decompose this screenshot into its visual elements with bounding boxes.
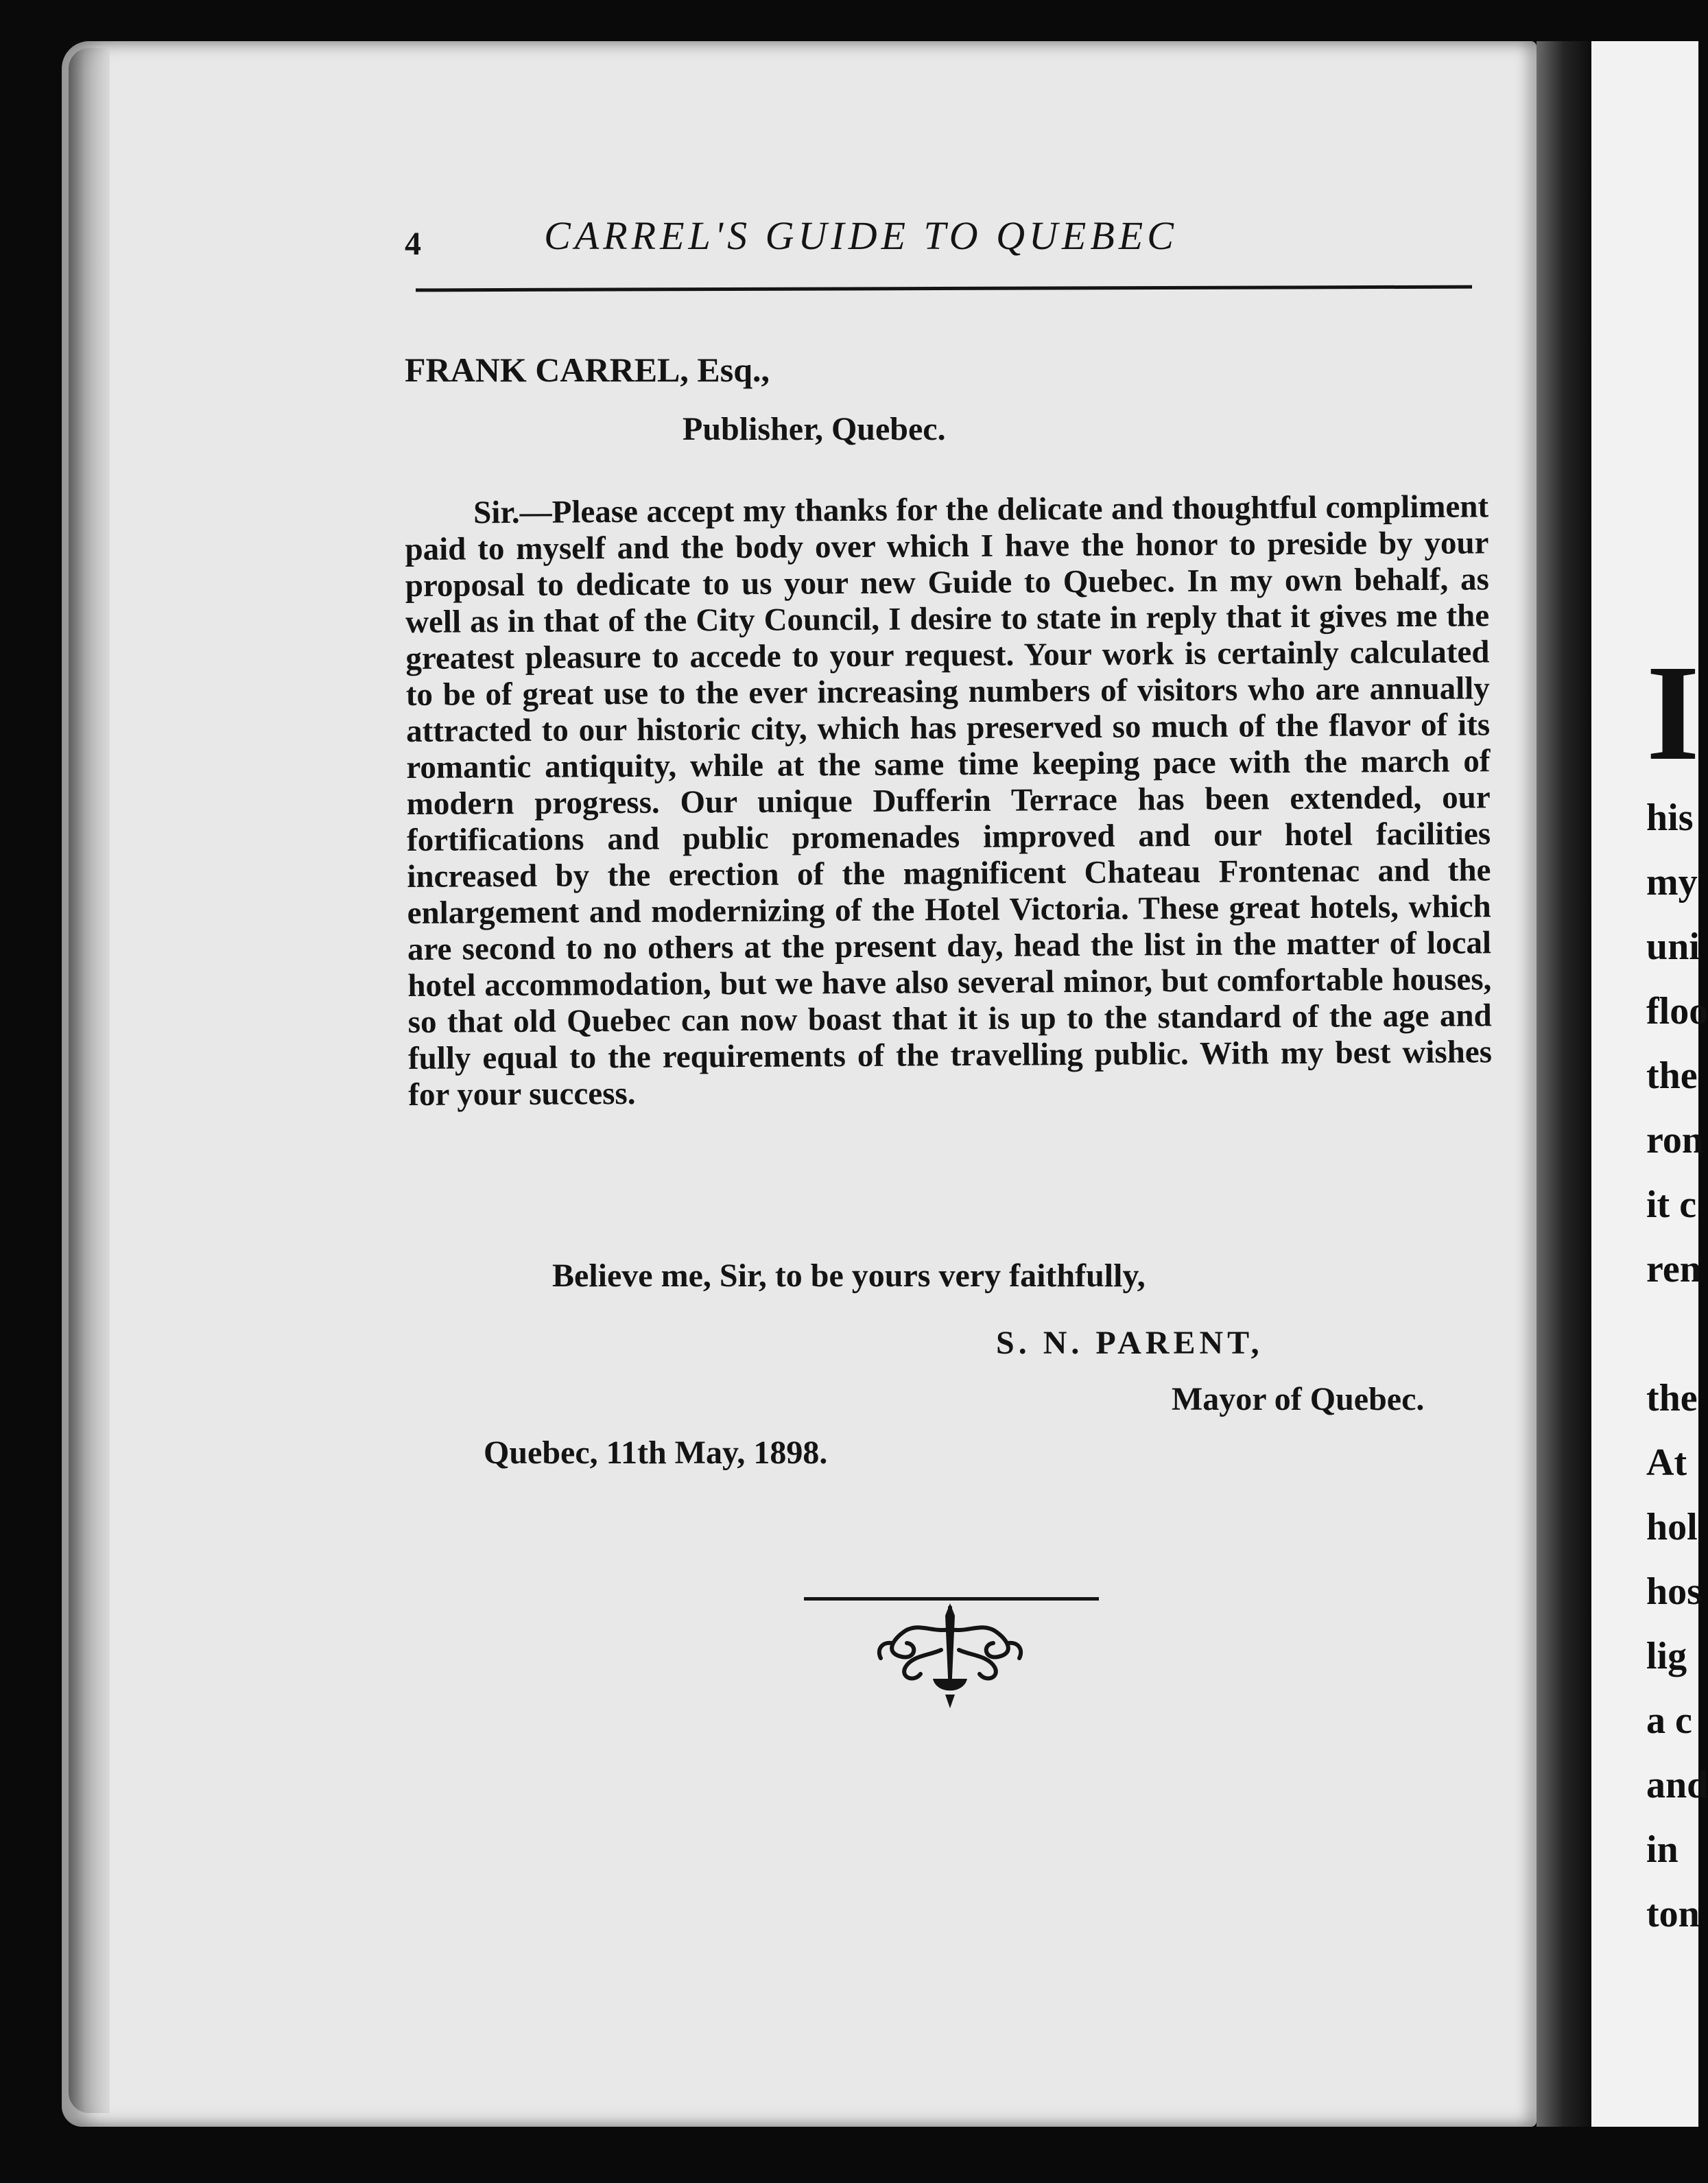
binding-edge (69, 48, 110, 2113)
letter-signature: S. N. PARENT, (996, 1325, 1264, 1361)
letter-body: Sir.—Please accept my thanks for the delicate and thoughtful compliment paid to myself and the body over which I have the honor to preside by your proposal to dedicate to us your new Guide to Quebec. In my own behalf, as well as in that of the City Council, I desire to state in reply that it gives me the greatest pleasure to accede to your request. Your work is certainly calculated to be of great use to the ever increasing numbers of visitors who are annually attracted to our historic city, which has preserved so much of the flavor of its romantic antiquity, while at the same time keeping pace with the march of modern progress. Our unique Dufferin Terrace has been extended, our fortifications and public promenades improved and our hotel facilities increased by the erection of the magnificent Chateau Frontenac and the enlargement and modernizing of the Hotel Victoria. These great hotels, which are second to no others at the present day, head the list in the matter of local hotel accommodation, but we have also several minor, but comfortable houses, so that old Quebec can now boast that it is up to the standard of the age and fully equal to the requirements of the travelling public. With my best wishes for your success. (405, 488, 1493, 1113)
next-page-line: ren (1646, 1248, 1701, 1290)
next-page-line: the (1646, 1054, 1698, 1097)
next-page-line: floo (1646, 990, 1708, 1032)
next-page-fragments (1646, 786, 1708, 1946)
page-gutter (1537, 41, 1591, 2127)
next-page-line: a c (1646, 1699, 1692, 1742)
fleuron-ornament-icon (864, 1602, 1036, 1719)
next-page-line: and (1646, 1764, 1708, 1806)
next-page-line: his (1646, 796, 1694, 839)
right-page-partial (1591, 41, 1708, 2127)
next-page-line: ron (1646, 1119, 1703, 1161)
page-number: 4 (405, 226, 421, 262)
letter-closing: Believe me, Sir, to be yours very faithfully, (552, 1258, 1146, 1294)
next-page-line: the (1646, 1377, 1698, 1419)
next-page-line: uni (1646, 925, 1700, 968)
next-page-line: it c (1646, 1183, 1697, 1226)
next-page-line: At (1646, 1441, 1687, 1484)
next-page-line: lig (1646, 1635, 1687, 1677)
letter-addressee: FRANK CARREL, Esq., (405, 351, 770, 389)
next-page-line: hol (1646, 1506, 1698, 1548)
letter-dateline: Quebec, 11th May, 1898. (484, 1435, 828, 1471)
next-page-line: my (1646, 861, 1698, 904)
running-head: CARREL'S GUIDE TO QUEBEC (544, 213, 1178, 258)
next-page-line: hos (1646, 1570, 1702, 1613)
ornament-rule (804, 1597, 1099, 1601)
next-page-line: ton (1646, 1893, 1700, 1935)
signer-title: Mayor of Quebec. (1172, 1381, 1425, 1417)
next-page-dropcap: I (1646, 637, 1700, 789)
letter-addressee-title: Publisher, Quebec. (683, 411, 946, 447)
next-page-line: in (1646, 1828, 1679, 1871)
